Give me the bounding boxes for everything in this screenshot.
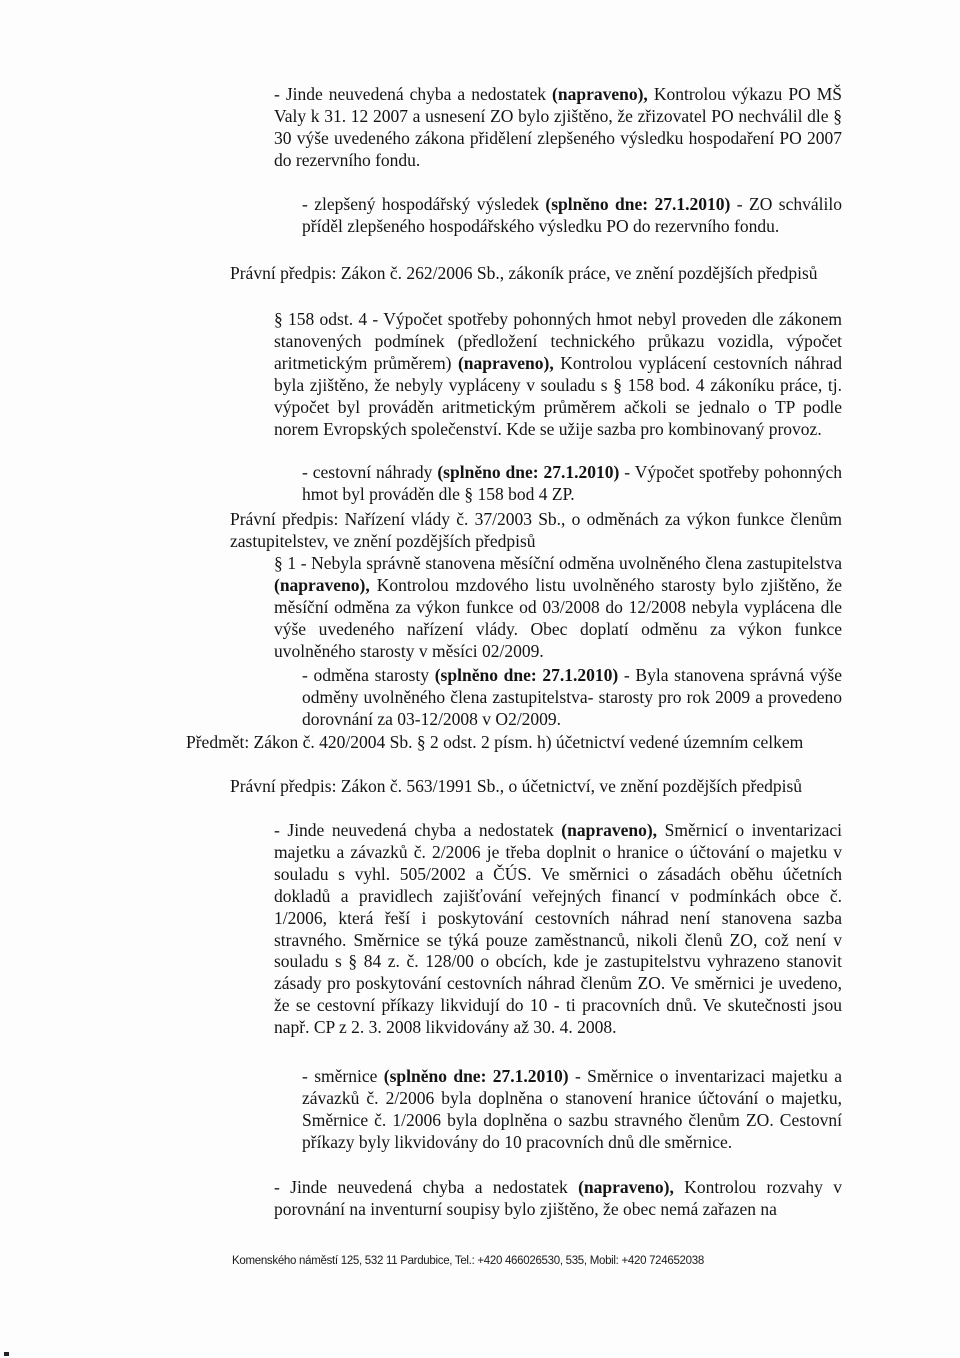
scan-mark — [4, 1352, 9, 1356]
remedy-text: - Výpočet spotřeby pohonných hmot byl prováděn dle § 158 bod 4 ZP. — [302, 462, 842, 504]
status-label: (napraveno), — [457, 352, 554, 373]
status-label: (napraveno), — [578, 1177, 674, 1197]
status-label: (splněno dne: 27.1.2010) — [383, 1066, 569, 1086]
finding-text: - Jinde neuvedená chyba a nedostatek — [274, 820, 562, 840]
status-label: (napraveno), — [274, 574, 370, 595]
remedy-paragraph — [302, 1066, 842, 1154]
status-label: (splněno dne: 27.1.2010) — [545, 194, 731, 214]
remedy-paragraph — [302, 462, 842, 506]
remedy-text: - zlepšený hospodářský výsledek — [302, 194, 546, 214]
finding-text: § 158 odst. 4 - Výpočet spotřeby pohonných hmot nebyl proveden dle zákonem stanovených podmínek (předložení technického průkazu vozidla, výpočet aritmetickým průměrem) — [274, 309, 842, 373]
subject-line: Předmět: Zákon č. 420/2004 Sb. § 2 odst. 2 písm. h) účetnictví vedené územním celkem — [186, 732, 804, 752]
status-label: (splněno dne: 27.1.2010) — [434, 665, 619, 685]
status-label: (napraveno), — [561, 820, 658, 840]
remedy-text: - Byla stanovena správná výše odměny uvolněného člena zastupitelstva- starosty pro rok 2009 a provedeno dorovnání za 03-12/2008 v O2/2009. — [302, 665, 843, 729]
status-label: (splněno dne: 27.1.2010) — [437, 462, 620, 482]
finding-text: Kontrolou výkazu PO MŠ Valy k 31. 12 2007 a usnesení ZO bylo zjištěno, že zřizovatel PO nechválil dle § 30 výše uvedeného zákona přidělení zlepšeného výsledku hospodaření PO 2007 do rezervního fondu. — [274, 84, 842, 170]
finding-text: § 1 - Nebyla správně stanovena měsíční odměna uvolněného člena zastupitelstva — [274, 553, 842, 573]
legal-basis: Právní předpis: Zákon č. 563/1991 Sb., o účetnictví, ve znění pozdějších předpisů — [230, 776, 803, 796]
remedy-text: - Směrnice o inventarizaci majetku a závazků č. 2/2006 byla doplněna o stanovení hranice účtování o majetku, Směrnice č. 1/2006 byla doplněna o sazbu stravného členům ZO. Cestovní příkazy byly likvidovány do 10 pracovních dnů dle směrnice. — [302, 1066, 843, 1152]
remedy-paragraph — [302, 194, 842, 238]
legal-basis: Právní předpis: Nařízení vlády č. 37/2003 Sb., o odměnách za výkon funkce členům zastupitelstev, ve znění pozdějších předpisů — [230, 509, 842, 551]
finding-paragraph — [274, 1177, 842, 1221]
footer-contact: Komenského náměstí 125, 532 11 Pardubice, Tel.: +420 466026530, 535, Mobil: +420 724652038 — [232, 1255, 704, 1267]
finding-text: Kontrolou mzdového listu uvolněného starosty bylo zjištěno, že měsíční odměna za výkon funkce od 03/2008 do 12/2008 nebyla vyplácena dle výše uvedeného nařízení vlády. Obec doplatí odměnu za výkon funkce uvolněného starosty v měsíci 02/2009. — [274, 574, 842, 661]
legal-basis: Právní předpis: Zákon č. 262/2006 Sb., zákoník práce, ve znění pozdějších předpisů — [230, 263, 818, 283]
status-label: (napraveno), — [552, 84, 648, 104]
finding-text: Směrnicí o inventarizaci majetku a závazků č. 2/2006 je třeba doplnit o hranice o účtování o majetku v souladu s vyhl. 505/2002 a ČÚS. Ve směrnici o zásadách oběhu účetních dokladů a pravidlech zajišťování veřejných financí v podmínkách obce č. 1/2006, která řeší i poskytování cestovních náhrad není stanovena sazba stravného. Směrnice se týká pouze zaměstnanců, nikoli členů ZO, což není v souladu s § 84 z. č. 128/00 o obcích, kde je zastupitelstvu vyhrazeno stanovit zásady pro poskytování cestovních náhrad členům ZO. Ve směrnici je uvedeno, že se cestovní příkazy likvidují do 10 - ti pracovních dnů. Ve skutečnosti jsou např. CP z 2. 3. 2008 likvidovány až 30. 4. 2008. — [274, 820, 842, 1038]
remedy-text: - cestovní náhrady — [302, 462, 438, 482]
finding-text: - Jinde neuvedená chyba a nedostatek — [274, 84, 553, 104]
finding-text: Kontrolou vyplácení cestovních náhrad byla zjištěno, že nebyly vypláceny v souladu s § 158 bod. 4 zákoníku práce, tj. výpočet byl prováděn aritmetickým průměrem ačkoli se jednalo o TP podle norem Evropských společenství. Kde se užije sazba pro kombinovaný provoz. — [274, 352, 842, 439]
finding-text: Kontrolou rozvahy v porovnání na inventurní soupisy bylo zjištěno, že obec nemá zařazen na — [274, 1177, 842, 1219]
remedy-text: - směrnice — [302, 1066, 384, 1086]
finding-paragraph — [274, 309, 842, 440]
remedy-paragraph — [302, 665, 842, 731]
finding-paragraph — [274, 820, 842, 1039]
remedy-text: - odměna starosty — [302, 665, 435, 685]
finding-text: - Jinde neuvedená chyba a nedostatek — [274, 1177, 579, 1197]
finding-paragraph — [274, 84, 842, 172]
finding-paragraph — [274, 553, 842, 663]
remedy-text: - ZO schválilo příděl zlepšeného hospodářského výsledku PO do rezervního fondu. — [302, 194, 842, 236]
